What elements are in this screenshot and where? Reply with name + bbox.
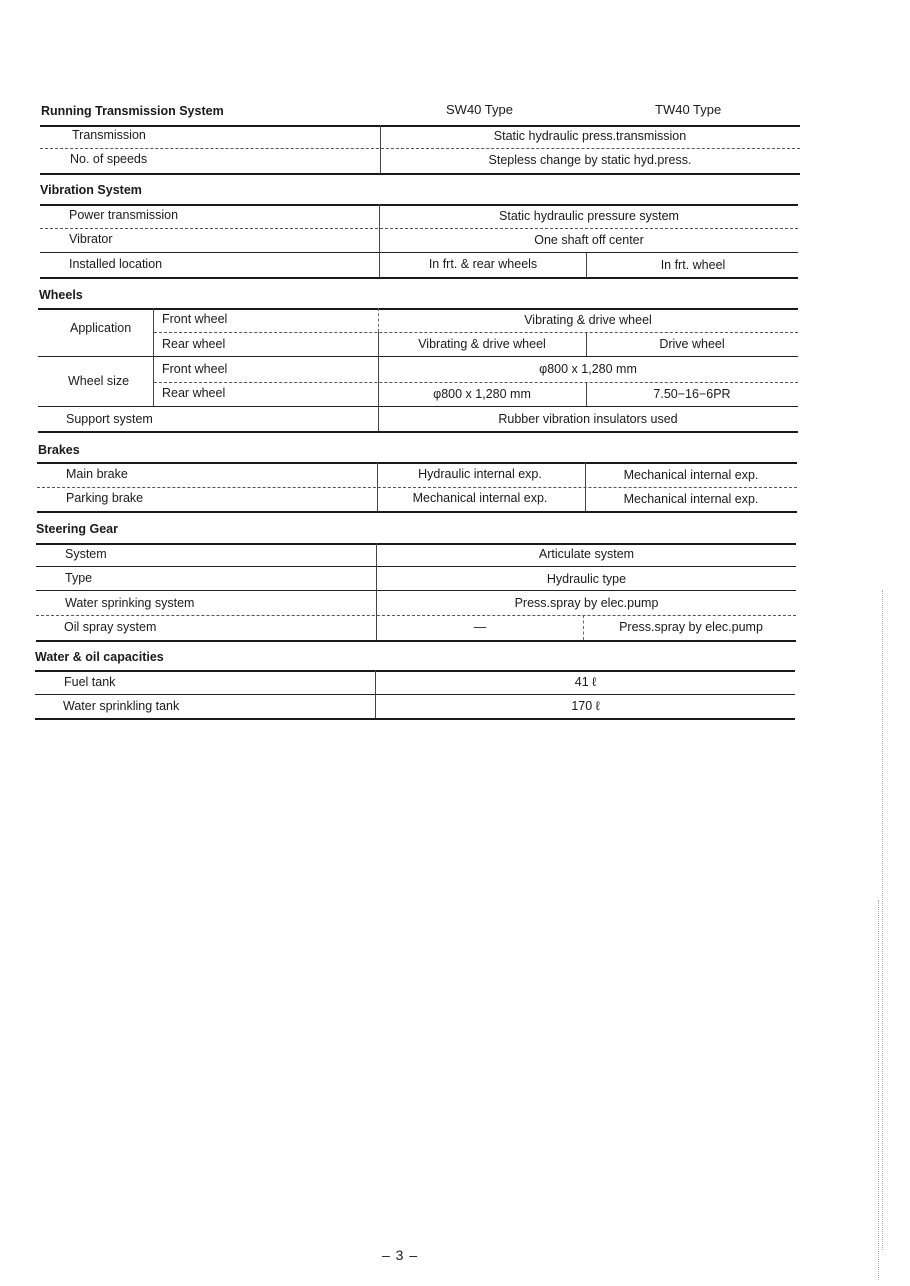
value-location-sw40: In frt. & rear wheels	[428, 257, 538, 271]
row-label-fuel-tank: Fuel tank	[64, 675, 116, 689]
column-divider	[378, 308, 379, 332]
value-fuel-tank: 41 ℓ	[574, 675, 597, 689]
value-transmission: Static hydraulic press.transmission	[493, 129, 687, 143]
row-label-size-front-wheel: Front wheel	[162, 362, 228, 376]
column-divider	[583, 615, 584, 640]
rule	[37, 511, 797, 513]
section-title-capacities: Water & oil capacities	[35, 650, 164, 664]
row-label-water-sprinkling-tank: Water sprinkling tank	[63, 699, 180, 713]
value-steering-system: Articulate system	[538, 547, 635, 561]
value-main-brake-tw40: Mechanical internal exp.	[623, 468, 759, 482]
section-title-vibration: Vibration System	[40, 183, 142, 197]
row-divider	[36, 566, 796, 567]
rule	[40, 173, 800, 175]
column-divider	[376, 543, 377, 640]
group-label-wheel-size: Wheel size	[68, 374, 130, 388]
scan-edge-mark	[878, 900, 879, 1280]
column-divider	[377, 462, 378, 511]
section-title-running: Running Transmission System	[41, 104, 224, 118]
row-label-main-brake: Main brake	[66, 467, 128, 481]
row-divider	[154, 332, 798, 333]
rule	[36, 640, 796, 642]
column-divider	[375, 670, 376, 718]
row-divider	[154, 382, 798, 383]
section-title-steering: Steering Gear	[36, 522, 118, 536]
value-parking-brake-sw40: Mechanical internal exp.	[412, 491, 548, 505]
value-size-front-wheel: φ800 x 1,280 mm	[539, 362, 637, 376]
column-divider	[379, 204, 380, 277]
value-oil-spray-tw40: Press.spray by elec.pump	[619, 620, 763, 634]
rule	[40, 125, 800, 127]
rule	[35, 718, 795, 720]
row-label-vibrator: Vibrator	[69, 232, 113, 246]
rule	[40, 204, 798, 206]
row-label-steering-system: System	[65, 547, 107, 561]
row-label-transmission: Transmission	[72, 128, 146, 142]
row-divider	[37, 487, 797, 488]
column-header-sw40: SW40 Type	[446, 102, 513, 117]
row-label-app-front-wheel: Front wheel	[162, 312, 228, 326]
value-app-rear-tw40: Drive wheel	[659, 337, 725, 351]
row-label-steering-type: Type	[65, 571, 93, 585]
value-vibrator: One shaft off center	[534, 233, 644, 247]
row-divider	[40, 228, 798, 229]
row-label-oil-spray: Oil spray system	[64, 620, 157, 634]
row-divider	[40, 252, 798, 253]
section-title-brakes: Brakes	[38, 443, 80, 457]
rule	[35, 670, 795, 672]
rule	[38, 431, 798, 433]
column-divider	[378, 332, 379, 431]
group-label-application: Application	[70, 321, 132, 335]
row-divider	[36, 590, 796, 591]
rule	[40, 277, 798, 279]
value-size-rear-sw40: φ800 x 1,280 mm	[433, 387, 531, 401]
value-water-sprinking: Press.spray by elec.pump	[514, 596, 659, 610]
value-water-sprinkling-tank: 170 ℓ	[571, 699, 600, 713]
scan-edge-mark	[882, 590, 883, 1250]
value-steering-type: Hydraulic type	[546, 572, 627, 586]
row-divider	[35, 694, 795, 695]
row-divider	[38, 406, 798, 407]
value-parking-brake-tw40: Mechanical internal exp.	[623, 492, 759, 506]
value-speeds: Stepless change by static hyd.press.	[488, 153, 692, 167]
value-size-rear-tw40: 7.50−16−6PR	[653, 387, 731, 401]
rule	[36, 543, 796, 545]
row-divider	[36, 615, 796, 616]
column-divider	[380, 125, 381, 173]
row-label-size-rear-wheel: Rear wheel	[162, 386, 226, 400]
rule	[38, 308, 798, 310]
row-label-power-transmission: Power transmission	[69, 208, 179, 222]
row-label-installed-location: Installed location	[69, 257, 163, 271]
column-divider	[153, 308, 154, 406]
page-number: – 3 –	[382, 1247, 419, 1263]
value-app-rear-sw40: Vibrating & drive wheel	[418, 337, 546, 351]
column-divider	[586, 253, 587, 277]
value-location-tw40: In frt. wheel	[660, 258, 726, 272]
value-oil-spray-sw40: —	[473, 620, 487, 634]
value-support-system: Rubber vibration insulators used	[498, 412, 678, 426]
column-divider	[585, 462, 586, 511]
value-app-front-wheel: Vibrating & drive wheel	[524, 313, 652, 327]
row-label-parking-brake: Parking brake	[66, 491, 144, 505]
column-divider	[586, 332, 587, 356]
value-main-brake-sw40: Hydraulic internal exp.	[418, 467, 542, 481]
rule	[37, 462, 797, 464]
value-power-transmission: Static hydraulic pressure system	[499, 209, 679, 223]
column-divider	[586, 382, 587, 406]
row-divider	[38, 356, 798, 357]
row-label-app-rear-wheel: Rear wheel	[162, 337, 226, 351]
column-header-tw40: TW40 Type	[655, 102, 722, 117]
row-divider	[40, 148, 800, 149]
row-label-water-sprinking: Water sprinking system	[65, 596, 195, 610]
row-label-speeds: No. of speeds	[70, 152, 148, 166]
section-title-wheels: Wheels	[39, 288, 83, 302]
row-label-support-system: Support system	[66, 412, 153, 426]
